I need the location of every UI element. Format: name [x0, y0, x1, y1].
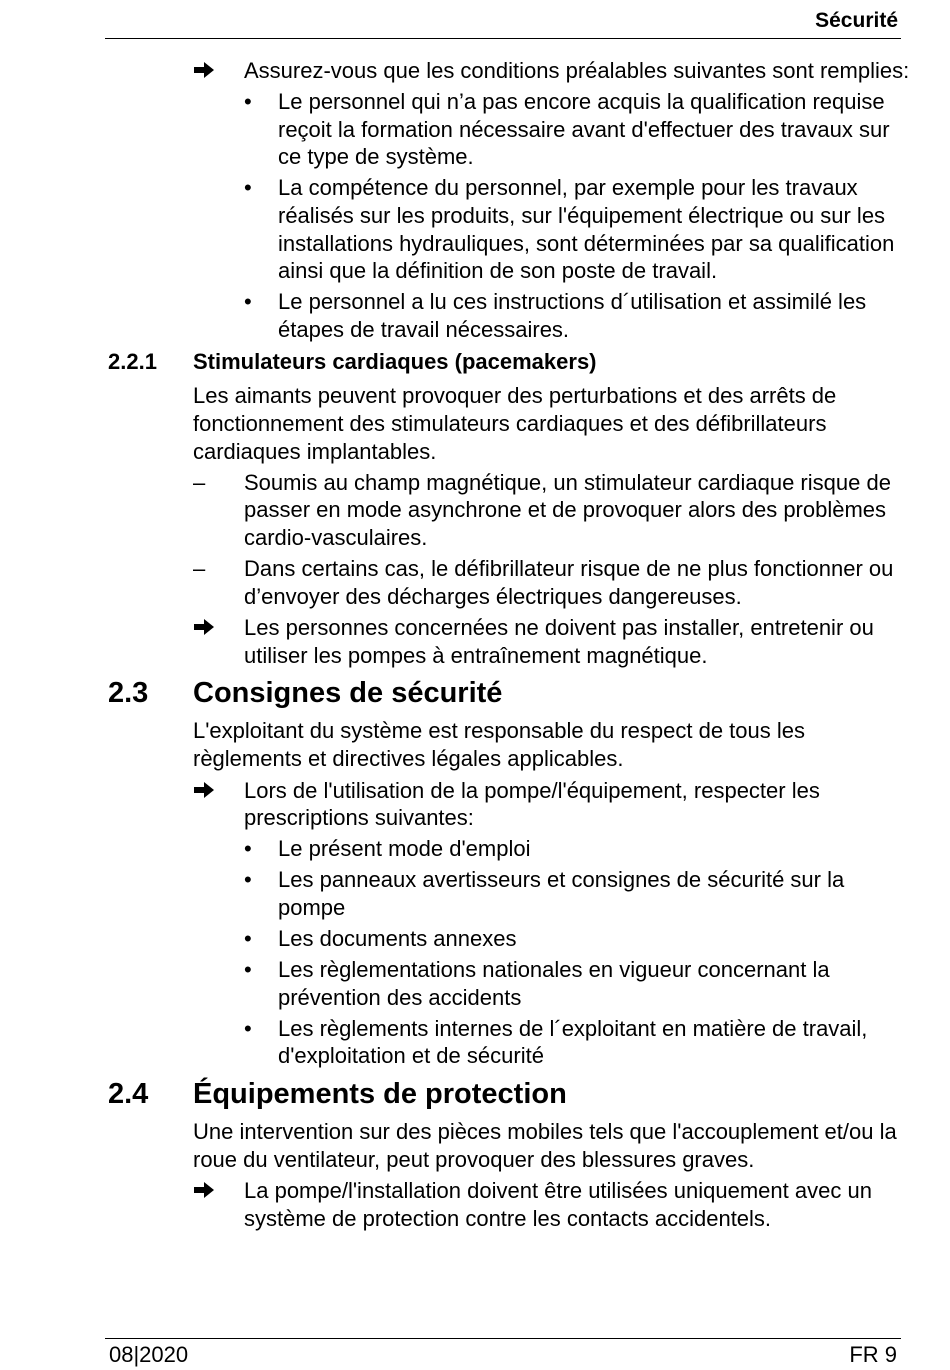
list-item-text: Les règlements internes de l´exploitant en matière de travail, d'exploitation et de sécurité [278, 1015, 868, 1069]
list-item [0, 288, 950, 343]
section-title: Équipements de protection [193, 1078, 567, 1110]
list-item-text: Les règlementations nationales en vigueur concernant la prévention des accidents [278, 957, 830, 1010]
bullet-mark: • [244, 1015, 252, 1041]
step-text: Assurez-vous que les conditions préalables suivantes sont remplies: [244, 58, 910, 83]
bullet-mark: • [244, 867, 252, 893]
bullet-mark: • [244, 926, 252, 952]
dash-mark: – [193, 469, 206, 495]
list-item [0, 956, 950, 1011]
step-item [0, 777, 950, 832]
section-heading-2-4 [0, 1076, 950, 1112]
bullet-mark: • [244, 89, 252, 115]
list-item [0, 835, 950, 863]
step-item [0, 57, 950, 85]
list-item-text: Soumis au champ magnétique, un stimulateur cardiaque risque de passer en mode asynchrone et de provoquer alors des problèmes cardio-vasculaires. [244, 469, 891, 550]
arrow-right-icon [193, 614, 223, 637]
page-content [0, 57, 950, 1232]
list-item-text: Dans certains cas, le défibrillateur risque de ne plus fonctionner ou d’envoyer des décharges électriques dangereuses. [244, 556, 894, 609]
bullet-mark: • [244, 836, 252, 862]
list-item-text: Le personnel a lu ces instructions d´utilisation et assimilé les étapes de travail nécessaires. [278, 289, 867, 342]
list-item-text: Les documents annexes [278, 926, 517, 952]
section-heading-2-2-1 [0, 348, 950, 376]
footer-date: 08|2020 [109, 1342, 189, 1367]
list-item [0, 174, 950, 284]
step-item [0, 1177, 950, 1232]
section-number: 2.4 [108, 1078, 149, 1110]
arrow-right-icon [193, 57, 223, 80]
page-number: FR 9 [849, 1342, 897, 1367]
list-item-text: Les panneaux avertisseurs et consignes de sécurité sur la pompe [278, 867, 845, 920]
arrow-right-icon [193, 1177, 223, 1200]
dash-list-item [0, 469, 950, 552]
section-number: 2.2.1 [108, 349, 157, 375]
section-title: Consignes de sécurité [193, 677, 503, 710]
section-number: 2.3 [108, 677, 149, 710]
section-heading-2-3 [0, 675, 950, 711]
list-item-text: La compétence du personnel, par exemple pour les travaux réalisés sur les produits, sur l'équipement électrique ou sur les installations hydrauliques, sont déterminées par sa qualification ainsi que la définition de son poste de travail. [278, 175, 895, 284]
step-text: La pompe/l'installation doivent être utilisées uniquement avec un système de protection contre les contacts accidentels. [244, 1178, 872, 1231]
paragraph: L'exploitant du système est responsable du respect de tous les règlements et directives légales applicables. [193, 718, 806, 771]
paragraph: Une intervention sur des pièces mobiles tels que l'accouplement et/ou la roue du ventilateur, peut provoquer des blessures graves. [193, 1119, 897, 1172]
bullet-mark: • [244, 289, 252, 315]
step-item [0, 614, 950, 669]
list-item-text: Le personnel qui n’a pas encore acquis la qualification requise reçoit la formation nécessaire avant d'effectuer des travaux sur ce type de système. [278, 89, 890, 170]
list-item [0, 925, 950, 953]
paragraph: Les aimants peuvent provoquer des perturbations et des arrêts de fonctionnement des stimulateurs cardiaques et des défibrillateurs cardiaques implantables. [193, 383, 837, 464]
bullet-mark: • [244, 957, 252, 983]
list-item [0, 866, 950, 921]
footer-rule [105, 1338, 901, 1339]
bullet-mark: • [244, 175, 252, 201]
list-item [0, 88, 950, 171]
step-text: Lors de l'utilisation de la pompe/l'équipement, respecter les prescriptions suivantes: [244, 777, 820, 831]
arrow-right-icon [193, 777, 223, 800]
dash-mark: – [193, 556, 206, 581]
step-text: Les personnes concernées ne doivent pas installer, entretenir ou utiliser les pompes à entraînement magnétique. [244, 615, 874, 668]
dash-list-item [0, 555, 950, 610]
section-title: Stimulateurs cardiaques (pacemakers) [193, 349, 597, 375]
list-item [0, 1015, 950, 1070]
list-item-text: Le présent mode d'emploi [278, 836, 531, 862]
header-rule [105, 38, 901, 39]
page-header-title: Sécurité [815, 9, 898, 32]
